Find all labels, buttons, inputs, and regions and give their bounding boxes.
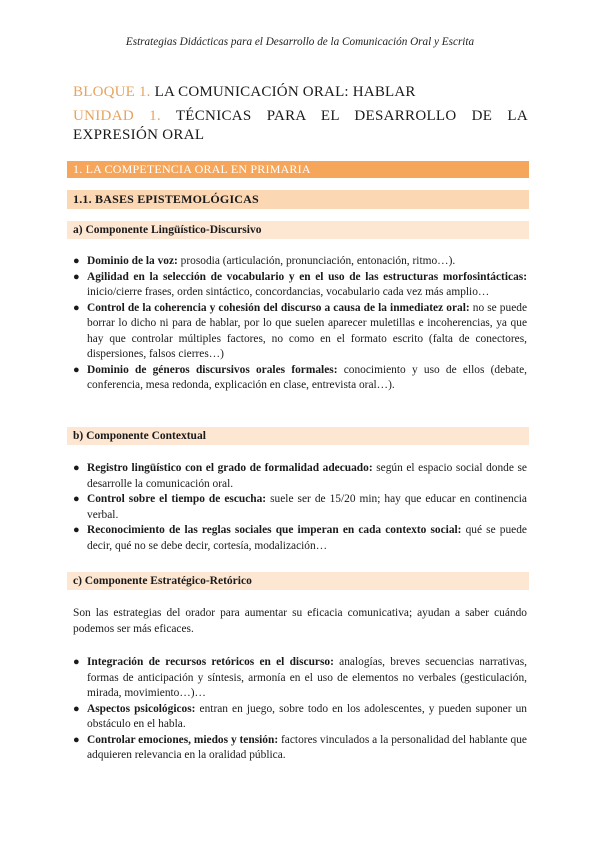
- item-text: no se puede borrar lo dicho ni para de hablar, por lo que suelen aparecer muletillas e incoherencias, ya que hay que controlar múltiples factores, no como en el formato escrito (falta de conectores, dispersiones, falsos cierres…): [87, 301, 528, 360]
- unidad-title: TÉCNICAS PARA EL DESARROLLO DE LA EXPRESIÓN ORAL: [73, 108, 528, 143]
- list-item: [73, 702, 527, 733]
- list-item: [73, 363, 527, 394]
- item-term: Dominio de la voz:: [87, 255, 178, 267]
- item-term: Integración de recursos retóricos en el discurso:: [87, 656, 334, 668]
- bloque-label: BLOQUE 1.: [73, 84, 151, 100]
- item-term: Reconocimiento de las reglas sociales que imperan en cada contexto social:: [87, 524, 462, 536]
- bullet-icon: ●: [73, 733, 80, 746]
- subsection-c-intro: Son las estrategias del orador para aumentar su eficacia comunicativa; ayudan a saber cuándo podemos ser más eficaces.: [73, 607, 527, 635]
- bloque-heading: [73, 84, 416, 101]
- item-text: entran en juego, sobre todo en los adolescentes, y pueden suponer un obstáculo en el habla.: [87, 702, 527, 730]
- page-header: Estrategias Didácticas para el Desarrollo de la Comunicación Oral y Escrita: [125, 36, 475, 48]
- bullet-icon: ●: [73, 363, 80, 376]
- item-term: Aspectos psicológicos:: [87, 702, 196, 715]
- list-item: [73, 523, 527, 554]
- unidad-heading: [73, 107, 528, 145]
- list-item: [73, 254, 527, 270]
- bullet-icon: ●: [73, 270, 80, 283]
- bullet-icon: ●: [73, 493, 80, 505]
- bloque-title: LA COMUNICACIÓN ORAL: HABLAR: [154, 84, 416, 100]
- section-1-heading: 1. LA COMPETENCIA ORAL EN PRIMARIA: [67, 161, 529, 178]
- bullet-icon: ●: [73, 524, 80, 536]
- subsection-c-heading: c) Componente Estratégico-Retórico: [67, 572, 529, 590]
- subsection-b-heading: b) Componente Contextual: [67, 427, 529, 445]
- item-text: factores vinculados a la personalidad del hablante que adquieren relevancia en la oralidad pública.: [87, 733, 527, 761]
- unidad-label: UNIDAD 1.: [73, 108, 161, 124]
- list-item: [73, 270, 527, 301]
- item-term: Control sobre el tiempo de escucha:: [87, 493, 267, 505]
- item-text: suele ser de 15/20 min; hay que educar en continencia verbal.: [87, 493, 527, 521]
- list-item: [73, 655, 527, 702]
- item-text: analogías, breves secuencias narrativas, formas de anticipación y síntesis, armonía en el uso de elementos no verbales (gesticulación, mirada, movimiento…)…: [87, 656, 527, 699]
- item-text: inicio/cierre frases, orden sintáctico, concordancias, vocabulario cada vez más amplio…: [87, 286, 490, 298]
- bullet-icon: ●: [73, 301, 80, 314]
- subsection-b-list: [73, 461, 527, 554]
- list-item: [73, 492, 527, 523]
- item-text: prosodia (articulación, pronunciación, entonación, ritmo…).: [177, 255, 456, 267]
- bullet-icon: ●: [73, 656, 80, 668]
- bullet-icon: ●: [73, 462, 80, 474]
- list-item: [73, 733, 527, 764]
- subsection-a-heading: a) Componente Lingüístico-Discursivo: [67, 221, 529, 239]
- item-text: conocimiento y uso de ellos (debate, conferencia, mesa redonda, explicación en clase, entrevista oral…).: [87, 363, 528, 391]
- item-term: Dominio de géneros discursivos orales formales:: [87, 363, 338, 376]
- subsection-a-list: [73, 254, 527, 394]
- bullet-icon: ●: [73, 255, 80, 267]
- item-term: Controlar emociones, miedos y tensión:: [87, 733, 279, 746]
- list-item: [73, 301, 527, 363]
- list-item: [73, 461, 527, 492]
- item-term: Agilidad en la selección de vocabulario y en el uso de las estructuras morfosintácticas:: [87, 270, 527, 283]
- section-1-1-heading: 1.1. BASES EPISTEMOLÓGICAS: [67, 190, 529, 209]
- bullet-icon: ●: [73, 702, 80, 715]
- item-text: según el espacio social donde se desarrolle la comunicación oral.: [87, 462, 527, 490]
- item-term: Registro lingüístico con el grado de formalidad adecuado:: [87, 462, 373, 474]
- subsection-c-list: [73, 655, 527, 764]
- item-text: qué se puede decir, qué no se debe decir, cortesía, modalización…: [87, 524, 527, 552]
- item-term: Control de la coherencia y cohesión del discurso a causa de la inmediatez oral:: [87, 301, 470, 314]
